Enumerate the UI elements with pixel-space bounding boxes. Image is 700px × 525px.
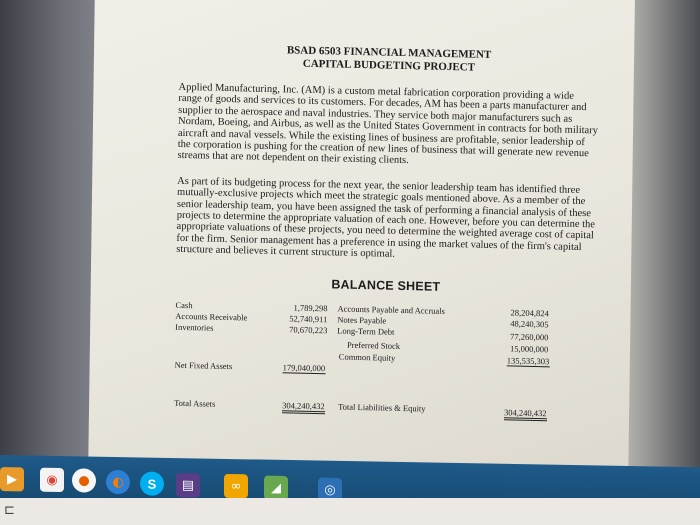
asset-label-total: Total Assets <box>174 397 216 409</box>
document-window <box>88 0 635 492</box>
asset-value-net-fixed: 179,040,000 <box>282 361 326 373</box>
liability-value-payables: 28,204,824 <box>510 307 549 318</box>
asset-value-receivable: 52,740,911 <box>289 313 328 324</box>
paragraph-2: As part of its budgeting process for the next year, the senior leadership team has identified three mutually-exclusive projects which meet the strategic goals mentioned above. As a member of the senior leadership team, you have been assigned the task of performing a financial analysis of these projects to determine the appropriate valuation of each one. However, before you can determine the appropriate valuations of these projects, you need to determine the weighted average cost of capital for the firm. Senior management has a preference in using the market values of the firm's capital structure and believes it current structure is optimal. <box>176 175 596 261</box>
media-player-icon[interactable]: ▶ <box>0 467 24 491</box>
app-icon[interactable]: ◎ <box>318 478 342 502</box>
skype-letter: S <box>147 476 157 492</box>
firefox-icon[interactable]: ◐ <box>106 470 130 494</box>
liability-value-common: 135,535,303 <box>506 355 550 366</box>
liability-label-preferred: Preferred Stock <box>346 339 401 351</box>
liability-value-notes: 48,240,305 <box>510 318 549 329</box>
balance-sheet-table <box>174 300 596 449</box>
asset-label-cash: Cash <box>175 299 193 310</box>
stocks-icon[interactable]: ◢ <box>264 476 288 500</box>
liability-value-total: 304,240,432 <box>504 407 547 421</box>
start-icon[interactable]: ⊏ <box>4 503 15 518</box>
liability-label-common: Common Equity <box>338 351 396 363</box>
liability-label-total: Total Liabilities & Equity <box>338 401 426 414</box>
document-page <box>174 42 600 449</box>
liability-value-preferred: 15,000,000 <box>509 343 549 354</box>
asset-label-receivable: Accounts Receivable <box>175 310 248 323</box>
infinity-icon[interactable]: ∞ <box>224 474 248 498</box>
asset-value-total: 304,240,432 <box>282 400 325 414</box>
skype-icon[interactable] <box>140 471 164 495</box>
store-icon[interactable]: ▤ <box>176 473 200 497</box>
document-title <box>179 42 599 78</box>
chrome-icon[interactable]: ◉ <box>40 468 64 492</box>
liability-label-payables: Accounts Payable and Accruals <box>337 303 445 316</box>
balance-sheet-heading: BALANCE SHEET <box>331 277 441 294</box>
liability-label-long-term: Long-Term Debt <box>337 325 395 337</box>
liability-value-long-term: 77,260,000 <box>510 331 549 342</box>
asset-label-inventories: Inventories <box>175 321 214 333</box>
asset-value-cash: 1,789,298 <box>293 302 328 313</box>
liability-label-notes: Notes Payable <box>337 314 387 326</box>
asset-value-inventories: 70,670,223 <box>289 324 328 335</box>
paragraph-1: Applied Manufacturing, Inc. (AM) is a custom metal fabrication corporation providing a wide range of goods and services to its customers. For decades, AM has been a parts manufacturer and supplier to the aerospace and naval industries. They service both major manufacturers such as Nordam, Boeing, and Airbus, as well as the United States Government in contracts for both military aircraft and naval vessels. While the existing lines of business are profitable, senior leadership of the corporation is pushing for the creation of new lines of business that will generate new revenue streams that are not dependent on their existing clients. <box>177 81 599 167</box>
title-line-2: CAPITAL BUDGETING PROJECT <box>302 57 476 74</box>
desk-surface <box>0 498 700 525</box>
title-line-1: BSAD 6503 FINANCIAL MANAGEMENT <box>286 44 492 61</box>
chrome-browser-icon[interactable]: ● <box>72 468 96 492</box>
asset-label-net-fixed: Net Fixed Assets <box>174 359 233 371</box>
